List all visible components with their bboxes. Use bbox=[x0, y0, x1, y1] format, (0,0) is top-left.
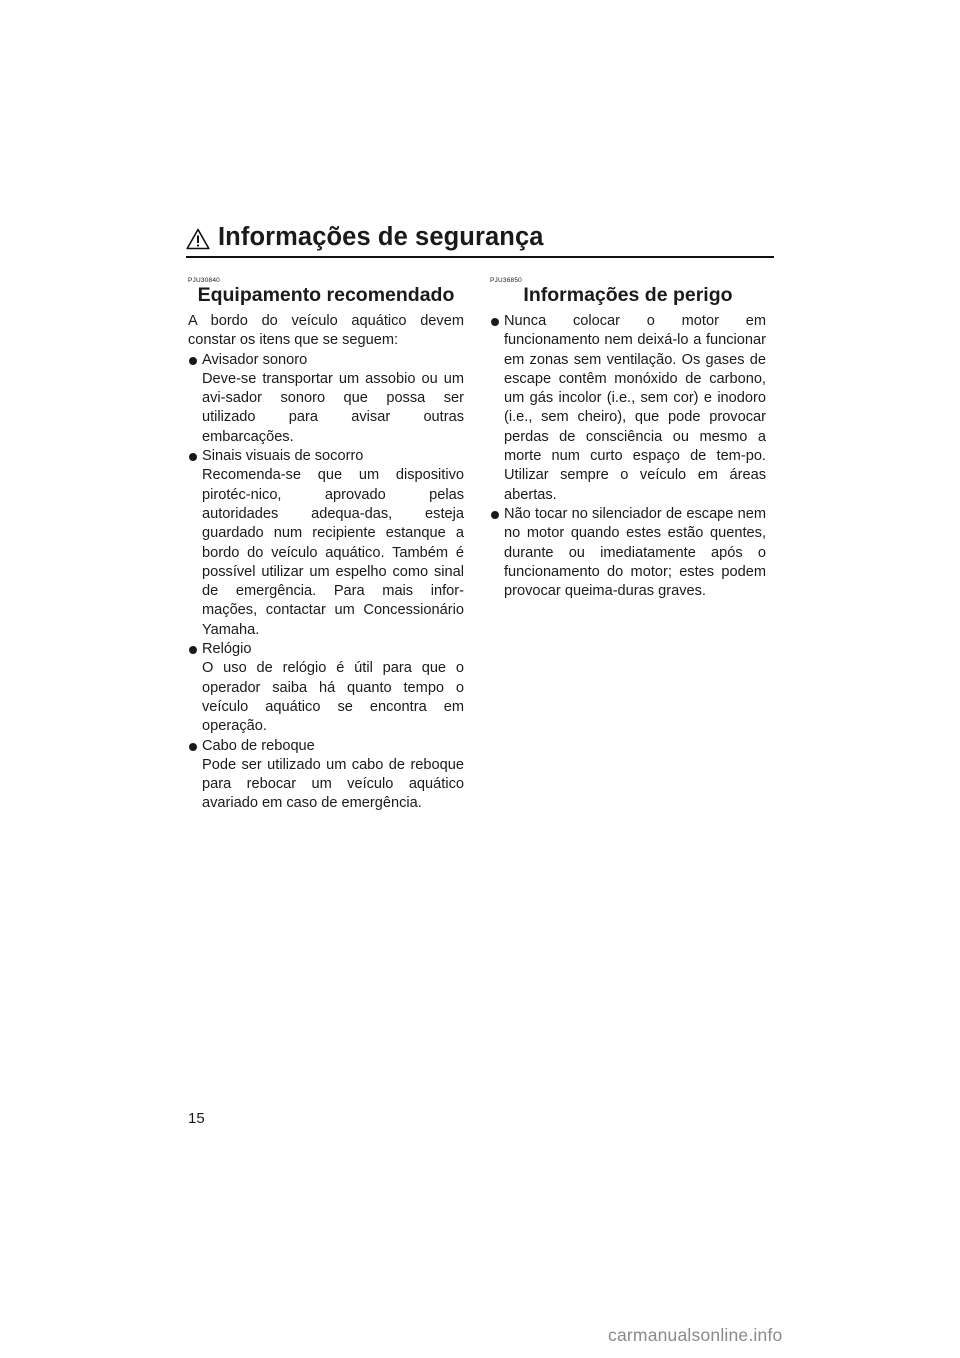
bullet-icon bbox=[189, 646, 197, 654]
bullet-icon bbox=[189, 743, 197, 751]
item-description: O uso de relógio é útil para que o operador saiba há quanto tempo o veículo aquático se encontra em operação. bbox=[202, 660, 464, 735]
section-code: PJU36850 bbox=[490, 277, 522, 284]
item-description: Pode ser utilizado um cabo de reboque para rebocar um veículo aquático avariado em caso de emergência. bbox=[202, 756, 464, 812]
item-description: Não tocar no silenciador de escape nem no motor quando estes estão quentes, durante ou imediatamente após o funcionamento do motor; estes podem provocar queima-duras graves. bbox=[504, 505, 766, 600]
bullet-icon bbox=[189, 357, 197, 365]
item-description: Nunca colocar o motor em funcionamento nem deixá-lo a funcionar em zonas sem ventilação. Os gases de escape contêm monóxido de carbono, um gás incolor (i.e., sem cor) e inodoro (i.e., sem cheiro), que pode provocar perdas de consciência ou mesmo a morte num curto espaço de tem-po. Utilizar sempre o veículo em áreas abertas. bbox=[504, 313, 766, 503]
list-item bbox=[188, 351, 464, 447]
item-description: Deve-se transportar um assobio ou um avi-sador sonoro que possa ser utilizado para avisar outras embarcações. bbox=[202, 370, 464, 445]
section-title-equipment: Equipamento recomendado bbox=[197, 284, 455, 306]
bullet-icon bbox=[189, 453, 197, 461]
list-item bbox=[188, 447, 464, 640]
item-label: Relógio bbox=[202, 641, 252, 658]
page-header bbox=[186, 224, 774, 258]
bullet-icon bbox=[491, 318, 499, 326]
item-label: Avisador sonoro bbox=[202, 351, 308, 368]
section-title-danger: Informações de perigo bbox=[523, 284, 733, 306]
item-label: Sinais visuais de socorro bbox=[202, 448, 364, 465]
warning-triangle-icon bbox=[186, 228, 210, 250]
watermark: carmanualsonline.info bbox=[608, 1325, 783, 1345]
list-item bbox=[490, 505, 766, 601]
bullet-icon bbox=[491, 511, 499, 519]
item-description: Recomenda-se que um dispositivo pirotéc-nico, aprovado pelas autoridades adequa-das, esteja guardado num recipiente estanque a bordo do veículo aquático. Também é possível utilizar um espelho como sinal de emergência. Para mais infor-mações, contactar um Concessionário Yamaha. bbox=[202, 467, 464, 638]
right-column bbox=[490, 277, 766, 601]
item-label: Cabo de reboque bbox=[202, 737, 315, 754]
intro-paragraph: A bordo do veículo aquático devem constar os itens que se seguem: bbox=[188, 313, 464, 349]
left-column bbox=[188, 277, 464, 814]
page-title: Informações de segurança bbox=[218, 223, 544, 251]
page-number: 15 bbox=[188, 1110, 205, 1127]
list-item bbox=[188, 737, 464, 814]
section-code: PJU30840 bbox=[188, 277, 220, 284]
list-item bbox=[490, 312, 766, 505]
list-item bbox=[188, 640, 464, 736]
